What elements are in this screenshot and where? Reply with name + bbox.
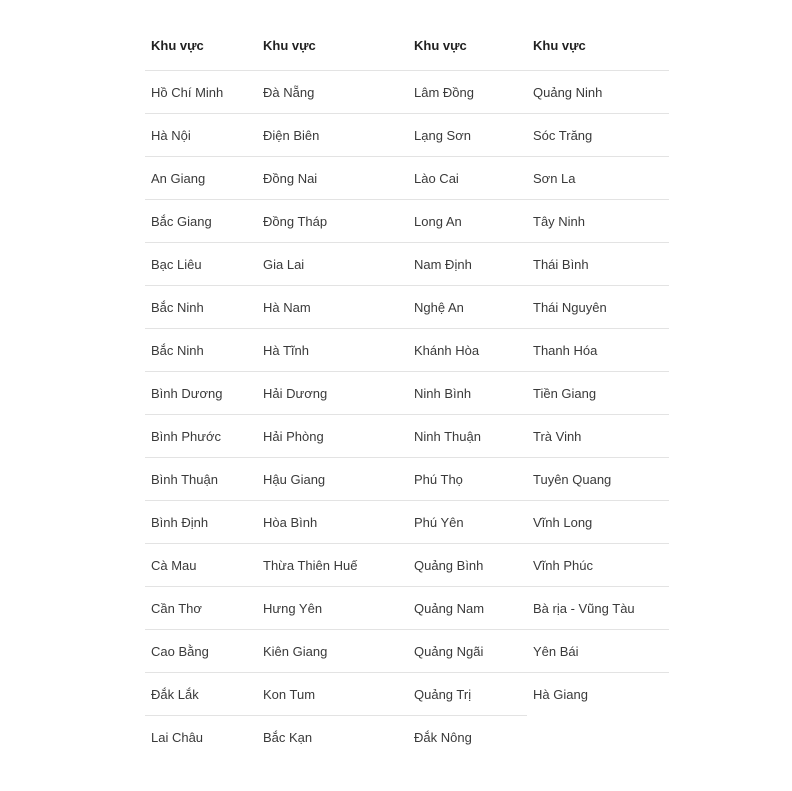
table-cell: Quảng Bình <box>408 544 527 587</box>
table-cell: Hà Giang <box>527 673 669 716</box>
table-header <box>145 21 669 71</box>
table-cell: Hải Phòng <box>257 415 408 458</box>
table-cell: Lai Châu <box>145 716 257 759</box>
header-row <box>145 21 669 71</box>
table-cell: Tuyên Quang <box>527 458 669 501</box>
table-cell: Hồ Chí Minh <box>151 84 224 100</box>
table-row <box>145 458 669 501</box>
table-cell: Sóc Trăng <box>527 114 669 157</box>
table-cell: Bắc Giang <box>145 200 257 243</box>
table-cell: Kiên Giang <box>257 630 408 673</box>
table-cell: Vĩnh Long <box>527 501 669 544</box>
table-cell: Hòa Bình <box>257 501 408 544</box>
table-cell: Phú Yên <box>408 501 527 544</box>
table-row <box>145 587 669 630</box>
table-cell: Bình Thuận <box>145 458 257 501</box>
table-cell: Bà rịa - Vũng Tàu <box>527 587 669 630</box>
table-body <box>145 71 669 759</box>
region-table <box>145 21 669 758</box>
table-cell: Ninh Bình <box>408 372 527 415</box>
column-header: Khu vực <box>257 21 408 71</box>
table-cell-empty <box>527 716 669 759</box>
table-cell: Bắc Ninh <box>145 286 257 329</box>
table-cell: Vĩnh Phúc <box>527 544 669 587</box>
table-cell: Thừa Thiên Huế <box>257 544 408 587</box>
table-row <box>145 673 669 716</box>
table-row <box>145 501 669 544</box>
table-row <box>145 114 669 157</box>
table-cell: Lạng Sơn <box>408 114 527 157</box>
table-row <box>145 200 669 243</box>
table-row <box>145 71 669 114</box>
table-row <box>145 544 669 587</box>
table-cell: Điện Biên <box>257 114 408 157</box>
table-cell: Khánh Hòa <box>408 329 527 372</box>
table-row <box>145 630 669 673</box>
table-cell: Long An <box>408 200 527 243</box>
table-cell: Cà Mau <box>145 544 257 587</box>
table-cell: Bạc Liêu <box>145 243 257 286</box>
table-cell: Tây Ninh <box>527 200 669 243</box>
table-cell: Hà Tĩnh <box>257 329 408 372</box>
table-cell: Nam Định <box>408 243 527 286</box>
table-cell: Yên Bái <box>527 630 669 673</box>
table-cell: Bắc Ninh <box>145 329 257 372</box>
table-cell: Phú Thọ <box>408 458 527 501</box>
table-cell: Bình Định <box>145 501 257 544</box>
table-cell: An Giang <box>145 157 257 200</box>
table-cell: Hưng Yên <box>257 587 408 630</box>
table-cell: Lâm Đồng <box>414 84 474 100</box>
table-row <box>145 286 669 329</box>
column-header: Khu vực <box>527 21 669 71</box>
table-row <box>145 157 669 200</box>
table-cell: Quảng Nam <box>408 587 527 630</box>
table-cell: Thái Bình <box>527 243 669 286</box>
table-cell: Bắc Kạn <box>257 716 408 759</box>
table-cell: Quảng Trị <box>408 673 527 716</box>
table-row <box>145 716 669 759</box>
table-cell: Đắk Nông <box>408 716 527 759</box>
table-cell: Lào Cai <box>408 157 527 200</box>
table-row <box>145 243 669 286</box>
table-cell: Cao Bằng <box>145 630 257 673</box>
table-cell: Trà Vinh <box>527 415 669 458</box>
table-row <box>145 415 669 458</box>
table-cell: Hà Nam <box>257 286 408 329</box>
table-cell: Hà Nội <box>145 114 257 157</box>
table-cell: Nghệ An <box>408 286 527 329</box>
table-cell: Cần Thơ <box>145 587 257 630</box>
table-cell: Đà Nẵng <box>263 84 315 100</box>
table-row <box>145 329 669 372</box>
table-cell: Bình Phước <box>145 415 257 458</box>
table-cell: Đồng Tháp <box>257 200 408 243</box>
table-cell: Quảng Ngãi <box>408 630 527 673</box>
table-cell: Hậu Giang <box>257 458 408 501</box>
table-cell: Thanh Hóa <box>527 329 669 372</box>
table-cell: Ninh Thuận <box>408 415 527 458</box>
column-header: Khu vực <box>145 21 257 71</box>
table-cell: Đồng Nai <box>257 157 408 200</box>
table-cell: Kon Tum <box>257 673 408 716</box>
table-cell: Quảng Ninh <box>533 84 603 100</box>
table-cell: Đắk Lắk <box>145 673 257 716</box>
table-row <box>145 372 669 415</box>
column-header: Khu vực <box>408 21 527 71</box>
table-cell: Tiền Giang <box>527 372 669 415</box>
table-cell: Gia Lai <box>257 243 408 286</box>
table-cell: Sơn La <box>527 157 669 200</box>
table-cell: Bình Dương <box>145 372 257 415</box>
table-cell: Thái Nguyên <box>527 286 669 329</box>
table-cell: Hải Dương <box>257 372 408 415</box>
